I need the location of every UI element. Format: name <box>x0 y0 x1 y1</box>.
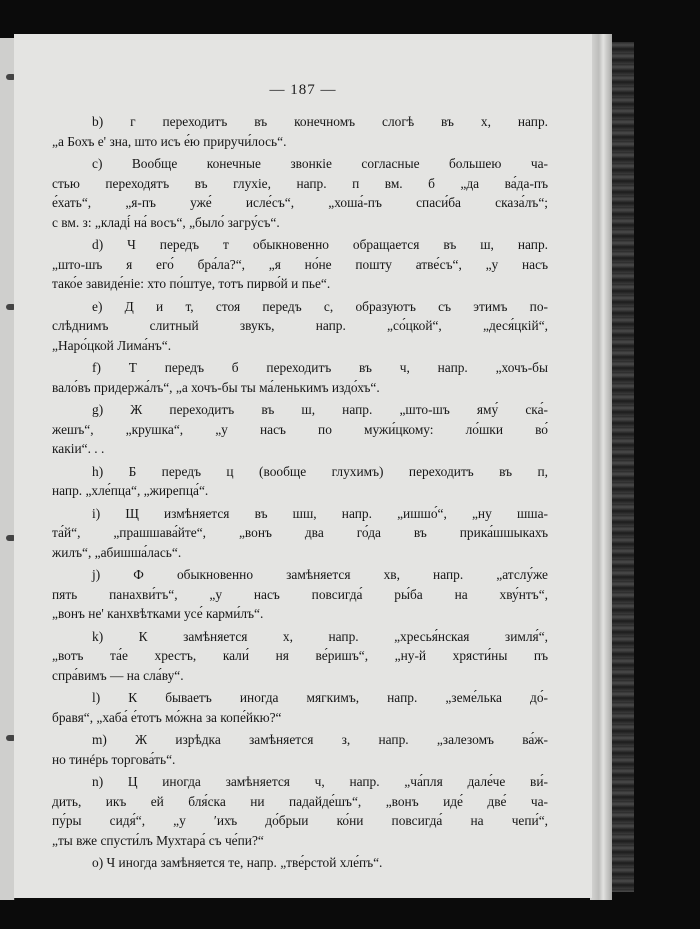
text-line: „вонъ не' канхвѣтками усе́ карми́лъ“. <box>52 606 264 621</box>
text-line: n) Ц иногда замѣняется ч, напр. „ча́пля дале́че ви́- <box>92 774 548 789</box>
paragraph-n <box>52 772 548 850</box>
text-line: d) Ч передъ т обыкновенно обращается въ ш, напр. <box>92 237 548 252</box>
text-line: вало́въ придержа́лъ“, „а хочъ-бы ты ма́ленькимъ издо́хъ“. <box>52 379 380 395</box>
text-line: „Наро́цкой Лима́нъ“. <box>52 337 172 353</box>
text-line: е́хать“, „я-пъ уже́ исле́съ“, „хоша́-пъ спаси́ба сказа́лъ“; <box>52 195 548 210</box>
paragraph-o <box>52 853 548 873</box>
book-page <box>14 34 592 898</box>
paragraph-i <box>52 504 548 563</box>
paragraph-b <box>52 112 548 151</box>
text-line: жилъ“, „абишша́лась“. <box>52 544 182 560</box>
paragraph-g <box>52 400 548 459</box>
page-number: — 187 — <box>269 82 337 98</box>
text-line: „ты вже спусти́лъ Мухтара́ съ че́пи?“ <box>52 832 264 848</box>
page-stack-edge <box>590 34 612 900</box>
paragraph-h <box>52 462 548 501</box>
text-line: b) г переходитъ въ конечномъ слогѣ въ х, напр. <box>92 114 548 129</box>
page-text <box>52 112 548 873</box>
text-line: слѣднимъ слитный звукъ, напр. „со́цкой“, „деся́цкій“, <box>52 318 548 333</box>
text-line: напр. „хле́пца“, „жирепца́“. <box>52 483 209 498</box>
text-line: та́й“, „прашшава́йте“, „вонъ два го́да въ прика́шшыкахъ <box>52 525 548 540</box>
text-line: k) К замѣняется х, напр. „хресья́нская зимля́“, <box>92 628 548 644</box>
text-line: пять панахви́тъ“, „у насъ повсигда́ ры́ба на хву́нтъ“, <box>52 586 548 602</box>
text-line: тако́е завиде́ніе: хто по́штуе, тотъ пирво́й и пье“. <box>52 276 331 291</box>
text-line: i) Щ измѣняется въ шш, напр. „ишшо́“, „ну шша- <box>92 505 548 521</box>
text-line: с вм. з: „кладі́ на́ восъ“, „было́ загру́съ“. <box>52 214 280 230</box>
text-line: o) Ч иногда замѣняется те, напр. „тве́рстой хле́пъ“. <box>92 855 383 870</box>
paragraph-c <box>52 154 548 232</box>
book-cover-edge <box>612 42 634 892</box>
text-line: стью переходятъ въ глухіе, напр. п вм. б „да ва́да-пъ <box>52 175 548 191</box>
paragraph-k <box>52 627 548 686</box>
text-line: f) Т передъ б переходитъ въ ч, напр. „хочъ-бы <box>92 360 548 375</box>
text-line: жешъ“, „крушка“, „у насъ по мужи́цкому: ло́шки во́ <box>52 421 548 437</box>
text-line: c) Вообще конечные звонкіе согласные большею ча- <box>92 156 548 171</box>
paragraph-e <box>52 297 548 356</box>
text-line: дить, икъ ей бля́ска ни падайде́шъ“, „вонъ иде́ две́ ча- <box>52 793 548 809</box>
text-line: бравя“, „хаба́ е́тотъ мо́жна за копе́йкю?“ <box>52 709 282 725</box>
text-line: m) Ж изрѣдка замѣняется з, напр. „залезомъ ва́ж- <box>92 732 548 747</box>
paragraph-l <box>52 688 548 727</box>
text-line: l) К бываетъ иногда мягкимъ, напр. „земе́лька до́- <box>92 690 548 705</box>
text-line: „а Бохъ е' зна, што исъ е́ю приручи́лось“. <box>52 133 287 149</box>
text-line: какіи“. . . <box>52 441 105 456</box>
text-line: j) Ф обыкновенно замѣняется хв, напр. „атслу́же <box>92 567 548 582</box>
text-line: но тинéрь торгова́ть“. <box>52 751 176 767</box>
paragraph-d <box>52 235 548 294</box>
left-page-edge <box>0 38 15 900</box>
text-line: e) Д и т, стоя передъ с, образуютъ съ этимъ по- <box>92 298 548 314</box>
paragraph-m <box>52 730 548 769</box>
text-line: спра́вимъ — на сла́ву“. <box>52 667 184 683</box>
text-line: пу́ры сидя́“, „у ′ихъ до́брыи ко́ни повсигда́ на чепи́“, <box>52 813 548 828</box>
paragraph-f <box>52 358 548 397</box>
text-line: h) Б передъ ц (вообще глухимъ) переходитъ въ п, <box>92 463 548 479</box>
paragraph-j <box>52 565 548 624</box>
text-line: „вотъ та́е хрестъ, кали́ ня ве́ришъ“, „ну-й хрясти́ны пъ <box>52 648 548 663</box>
text-line: „што-шъ я его́ бра́ла?“, „я но́не пошту атве́съ“, „у насъ <box>52 256 548 272</box>
text-line: g) Ж переходитъ въ ш, напр. „што-шъ яму́ ска́- <box>92 402 548 417</box>
